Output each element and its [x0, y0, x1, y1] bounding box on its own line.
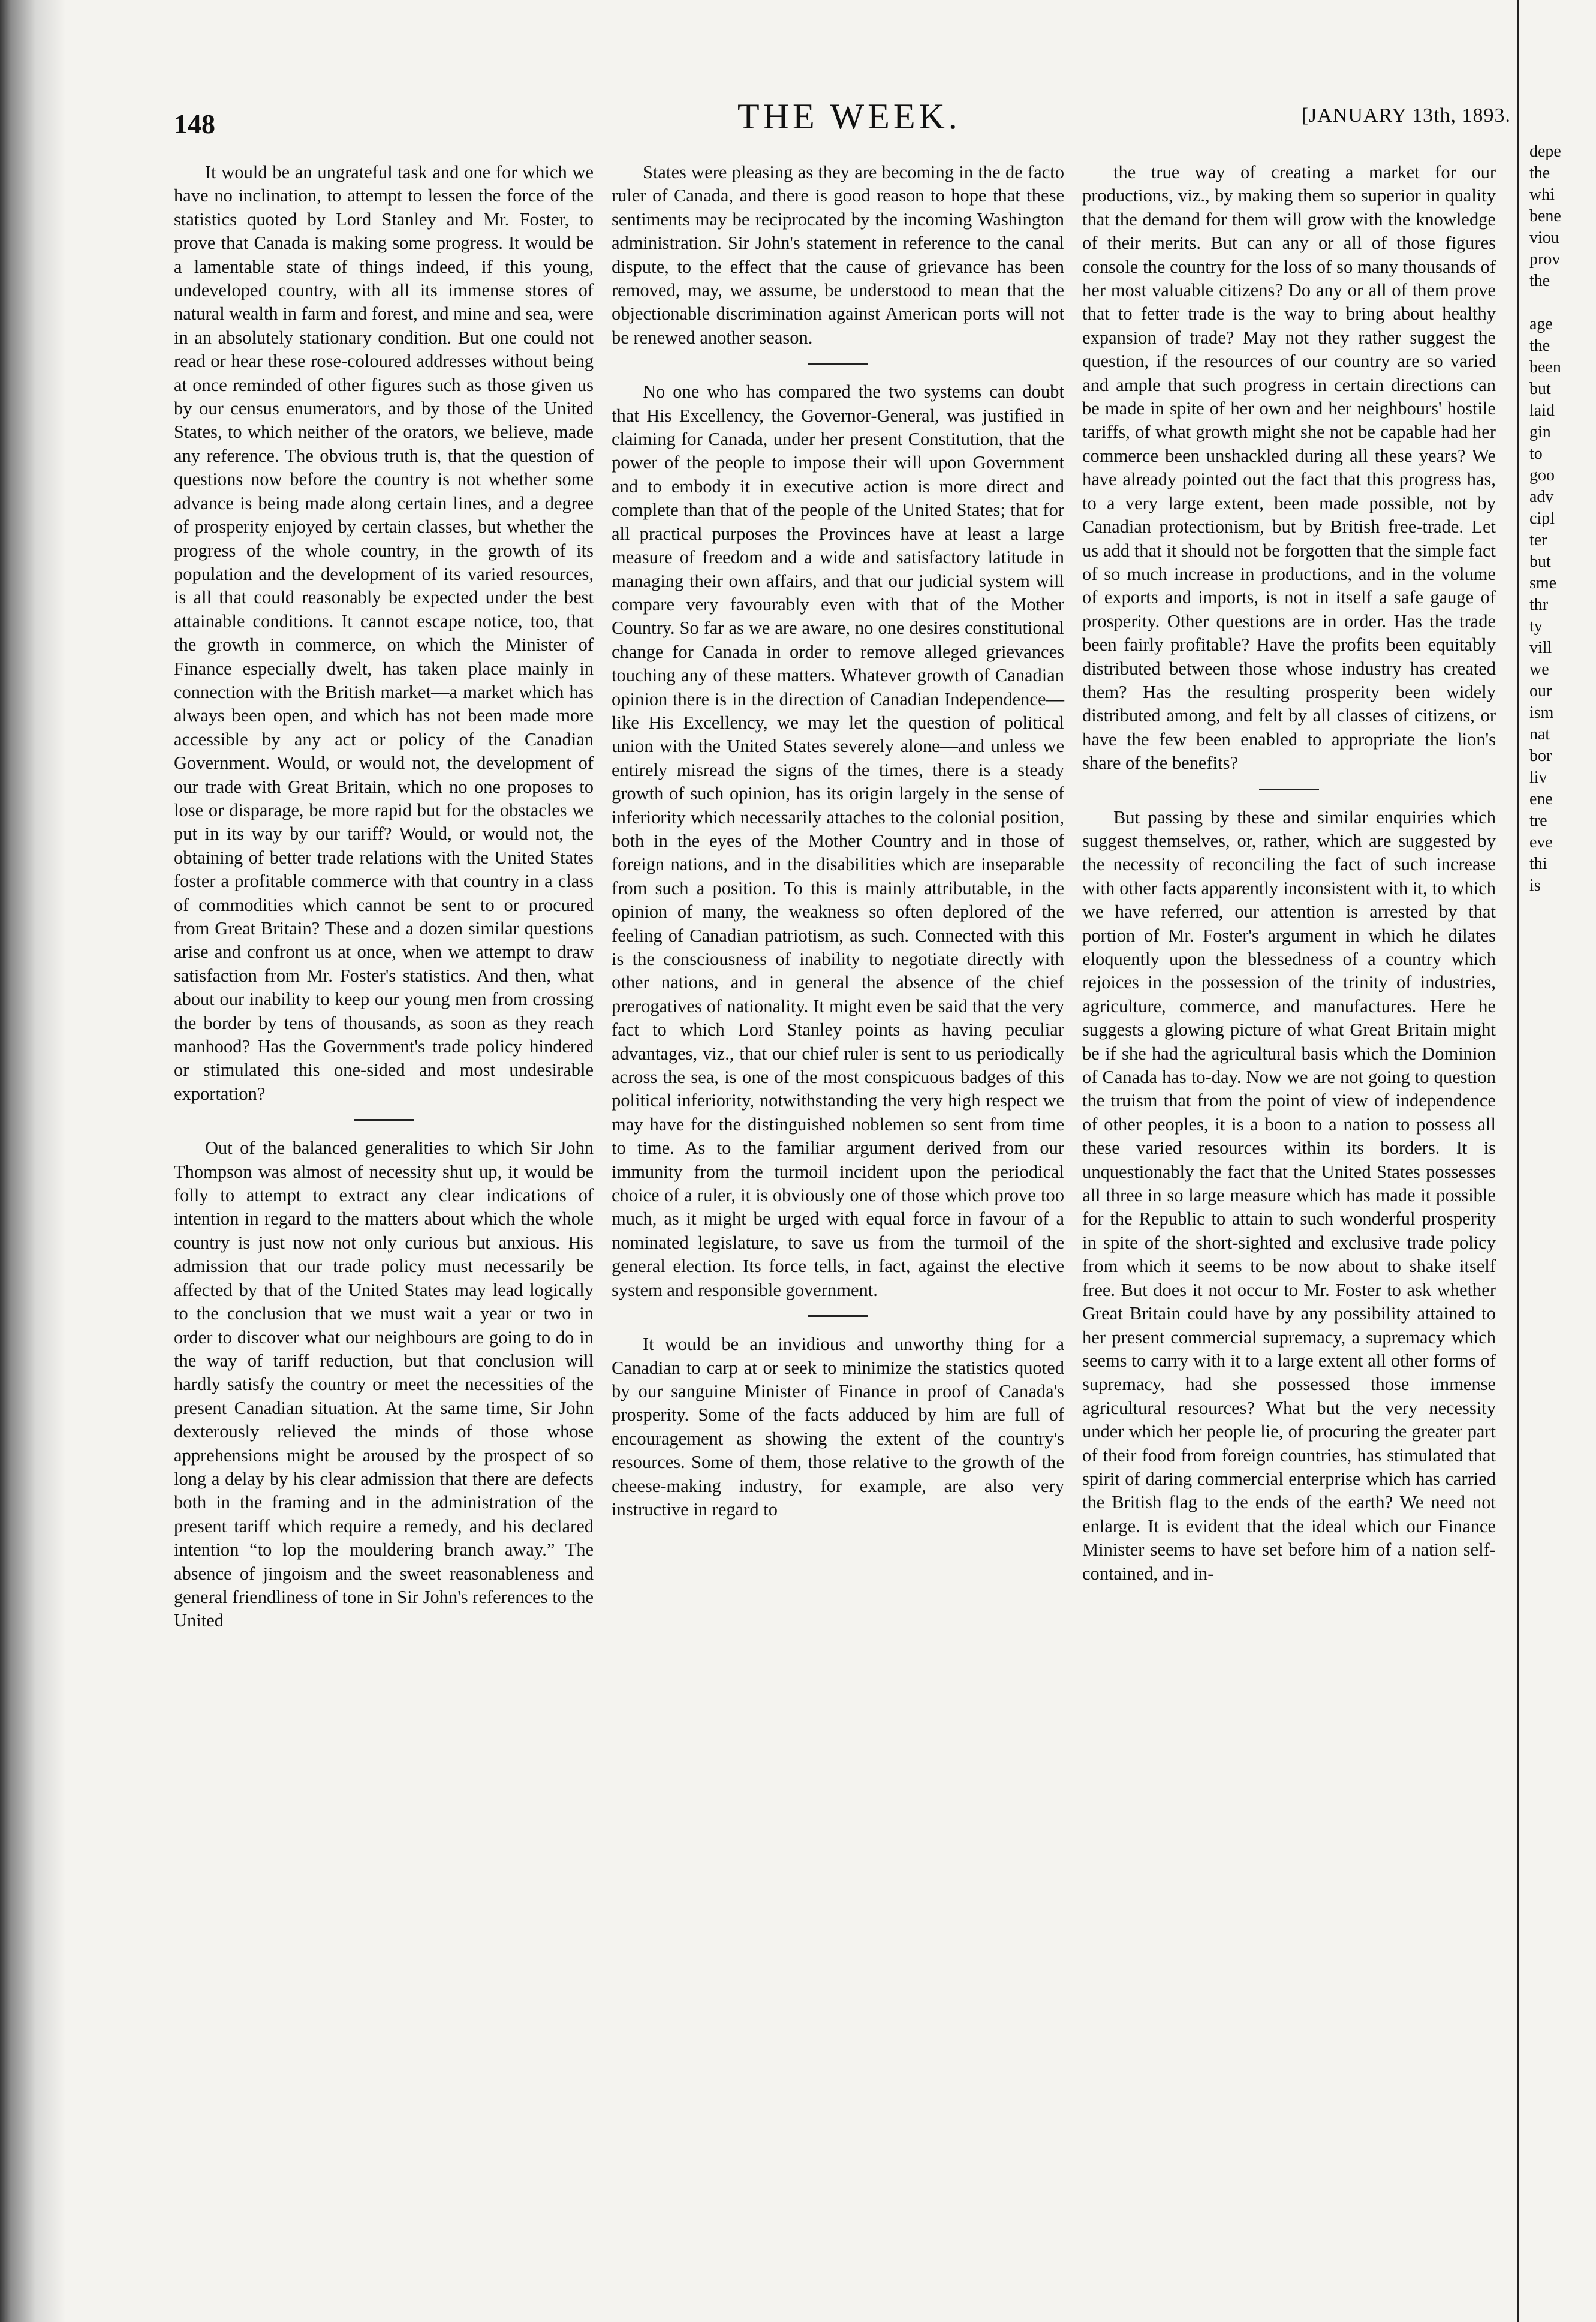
column-1	[174, 161, 594, 1633]
paragraph: But passing by these and similar enquiries which suggest themselves, or, rather, which are suggested by the necessity of reconciling the fact of such increase with other facts apparently inconsistent with it, to which we have referred, our attention is arrested by that portion of Mr. Foster's argument in which he dilates eloquently upon the blessedness of a country which rejoices in the possession of the trinity of industries, agriculture, commerce, and manufactures. Here he suggests a glowing picture of what Great Britain might be if she had the agricultural basis which the Dominion of Canada has to-day. Now we are not going to question the truism that from the point of view of independence of other peoples, it is a boon to a nation to possess all these varied resources within its borders. It is unquestionably the fact that the United States possesses all three in so large measure which has made it possible for the Republic to attain to such wonderful prosperity in spite of the short-sighted and exclusive trade policy from which it seems to be now about to shake itself free. But does it not occur to Mr. Foster to ask whether Great Britain could have by any possibility attained to her present commercial supremacy, a supremacy which seems to carry with it to a large extent all other forms of supremacy, had she possessed those immense agricultural resources? What but the very necessity under which her people lie, of procuring the greater part of their food from foreign countries, has stimulated that spirit of daring commercial enterprise which has carried the British flag to the ends of the earth? We need not enlarge. It is evident that the ideal which our Finance Minister seems to have set before him of a nation self-contained, and in-	[1082, 807, 1496, 1584]
fragment-line: vill	[1529, 639, 1552, 657]
fragment-line: laid	[1529, 401, 1555, 420]
fragment-line: but	[1529, 380, 1551, 398]
journal-title: THE WEEK.	[737, 97, 961, 136]
fragment-line: age	[1529, 315, 1553, 333]
fragment-line: our	[1529, 682, 1552, 700]
adjacent-page-fragments	[1519, 0, 1596, 897]
section-rule	[808, 363, 868, 365]
section-rule	[1259, 789, 1319, 790]
paragraph: It would be an ungrateful task and one for which we have no inclination, to attempt to lessen the force of the statistics quoted by Lord Stanley and Mr. Foster, to prove that Canada is making some progress. It would be a lamentable state of things indeed, if this young, undeveloped country, with all its immense stores of natural wealth in farm and forest, and mine and sea, were in an absolutely stationary condition. But one could not read or hear these rose-coloured addresses without being at once reminded of other figures such as those given us by our census enumerators, and by those of the United States, to which neither of the orators, we believe, made any reference. The obvious truth is, that the question of questions now before the country is not whether some advance is being made along certain lines, and a degree of prosperity enjoyed by certain classes, but whether the progress of the whole country, in the growth of its population and the development of its varied resources, is all that could reasonably be expected under the best attainable conditions. It cannot escape notice, too, that the growth in commerce, on which the Minister of Finance especially dwelt, has taken place mainly in connection with the British market—a market which has always been open, and which has not been made more accessible by any act or policy of the Canadian Government. Would, or would not, the development of our trade with Great Britain, which no one proposes to lose or disparage, be more rapid but for the obstacles we put in its way by our tariff? Would, or would not, the obtaining of better trade relations with the United States foster a profitable commerce with that country in a class of commodities which cannot be sent to or procured from Great Britain? These and a dozen similar questions arise and confront us at once, when we attempt to draw satisfaction from Mr. Foster's statistics. And then, what about our inability to keep our young men from crossing the border by tens of thousands, as soon as they reach manhood? Has the Government's trade policy hindered or stimulated this one-sided and most undesirable exportation?	[174, 162, 594, 1104]
fragment-line: ter	[1529, 531, 1547, 549]
fragment-line: bor	[1529, 747, 1552, 765]
fragment-line: eve	[1529, 833, 1553, 852]
fragment-line: ty	[1529, 617, 1543, 636]
fragment-line: is	[1529, 876, 1541, 895]
fragment-line: adv	[1529, 488, 1554, 506]
page-fold-shadow	[0, 0, 66, 2322]
fragment-line: the	[1529, 164, 1550, 182]
paragraph: the true way of creating a market for our productions, viz., by making them so superior in quality that the demand for them will grow with the knowledge of their merits. But can any or all of those figures console the country for the loss of so many thousands of her most valuable citizens? Do any or all of them prove that to fetter trade is the way to bring about healthy expansion of trade? May not they rather suggest the question, if the resources of our country are so varied and ample that such progress in certain directions can be made in spite of her own and her neighbours' hostile tariffs, of what growth might she not be capable had her commerce been unshackled during all these years? We have already pointed out the fact that this progress has, to a very large extent, been made possible, not by Canadian protectionism, but by British free-trade. Let us add that it should not be forgotten that the simple fact of so much increase in productions, and in the volume of exports and imports, is not in itself a safe gauge of prosperity. Other questions are in order. Has the trade been fairly profitable? Have the profits been equitably distributed between those whose industry has created them? Has the resulting prosperity been widely distributed among, and felt by all classes of citizens, or have the few been enabled to appropriate the lion's share of the benefits?	[1082, 162, 1496, 774]
fragment-line: thr	[1529, 595, 1549, 614]
fragment-line: viou	[1529, 228, 1559, 247]
paragraph: States were pleasing as they are becoming in the de facto ruler of Canada, and there is good reason to hope that these sentiments may be reciprocated by the incoming Washington administration. Sir John's statement in reference to the canal dispute, to the effect that the cause of grievance has been removed, may, we assume, be understood to mean that the objectionable discrimination against American ports will not be renewed another season.	[612, 162, 1064, 348]
fragment-line: thi	[1529, 855, 1547, 873]
fragment-line: depe	[1529, 142, 1561, 161]
page-number: 148	[174, 109, 215, 139]
adjacent-page-edge	[1517, 0, 1596, 2322]
issue-date: [JANUARY 13th, 1893.	[1301, 104, 1511, 127]
column-2	[612, 161, 1064, 1521]
fragment-line: ene	[1529, 790, 1553, 808]
fragment-line: sme	[1529, 574, 1557, 592]
fragment-line: nat	[1529, 725, 1550, 744]
fragment-line: bene	[1529, 207, 1561, 225]
fragment-line: goo	[1529, 466, 1555, 485]
fragment-line: ism	[1529, 703, 1554, 722]
fragment-line: the	[1529, 336, 1550, 355]
fragment-line: to	[1529, 444, 1543, 463]
fragment-line: we	[1529, 660, 1549, 679]
fragment-line: whi	[1529, 185, 1555, 204]
fragment-line: liv	[1529, 768, 1547, 787]
paragraph: Out of the balanced generalities to which Sir John Thompson was almost of necessity shut up, it would be folly to attempt to extract any clear indications of intention in regard to the matters about which the whole country is just now not only curious but anxious. His admission that our trade policy must necessarily be affected by that of the United States may lead logically to the conclusion that we must wait a year or two in order to discover what our neighbours are going to do in the way of tariff reduction, but that conclusion will hardly satisfy the country or meet the necessities of the present Canadian situation. At the same time, Sir John dexterously relieved the minds of those whose apprehensions might be aroused by the prospect of so long a delay by his clear admission that there are defects both in the framing and in the administration of the present tariff which require a remedy, and his declared intention “to lop the mouldering branch away.” The absence of jingoism and the sweet reasonableness and general friendliness of tone in Sir John's references to the United	[174, 1138, 594, 1631]
section-rule	[808, 1315, 868, 1317]
paragraph: It would be an invidious and unworthy thing for a Canadian to carp at or seek to minimize the statistics quoted by our sanguine Minister of Finance in proof of Canada's prosperity. Some of the facts adduced by him are full of encouragement as showing the extent of the country's resources. Some of them, those relative to the growth of the cheese-making industry, for example, are also very instructive in regard to	[612, 1334, 1064, 1520]
fragment-line: been	[1529, 358, 1561, 377]
column-3	[1082, 161, 1496, 1586]
fragment-line: but	[1529, 552, 1551, 571]
fragment-line	[1529, 292, 1596, 314]
fragment-line: gin	[1529, 423, 1551, 441]
fragment-line: prov	[1529, 250, 1561, 269]
fragment-line: the	[1529, 272, 1550, 290]
fragment-line: cipl	[1529, 509, 1555, 528]
paragraph: No one who has compared the two systems can doubt that His Excellency, the Governor-General, was justified in claiming for Canada, under her present Constitution, that the power of the people to impose their will upon Government and to embody it in executive action is more direct and complete than that of the people of the United States; that for all practical purposes the Provinces have at least a large measure of freedom and a wide and satisfactory latitude in managing their own affairs, and that our judicial system will compare very favourably even with that of the Mother Country. So far as we are aware, no one desires constitutional change for Canada in order to remove alleged grievances touching any of these matters. Whatever growth of Canadian opinion there is in the direction of Canadian Independence—like His Excellency, we may let the question of political union with the United States severely alone—and unless we entirely misread the signs of the times, there is a steady growth of such opinion, has its origin largely in the sense of inferiority which necessarily attaches to the colonial position, both in the eyes of the Mother Country and in those of foreign nations, and in the disabilities which are inseparable from such a position. To this is mainly attributable, in the opinion of many, the weakness so often deplored of the feeling of Canadian patriotism, as such. Connected with this is the consciousness of inability to negotiate directly with other nations, and in general the absence of the chief prerogatives of nationality. It might even be said that the very fact to which Lord Stanley points as having peculiar advantages, viz., that our chief ruler is sent to us periodically across the sea, is one of the most conspicuous badges of this political inferiority, notwithstanding the very high respect we may have for the distinguished noblemen so sent from time to time. As to the familiar argument derived from our immunity from the turmoil incident upon the periodical choice of a ruler, it is obviously one of those which prove too much, as it might be urged with equal force in favour of a nominated legislature, to save us from the turmoil of the general election. Its force tells, in fact, against the elective system and responsible government.	[612, 381, 1064, 1300]
fragment-line: tre	[1529, 811, 1547, 830]
section-rule	[354, 1119, 414, 1121]
running-head	[174, 90, 1511, 150]
